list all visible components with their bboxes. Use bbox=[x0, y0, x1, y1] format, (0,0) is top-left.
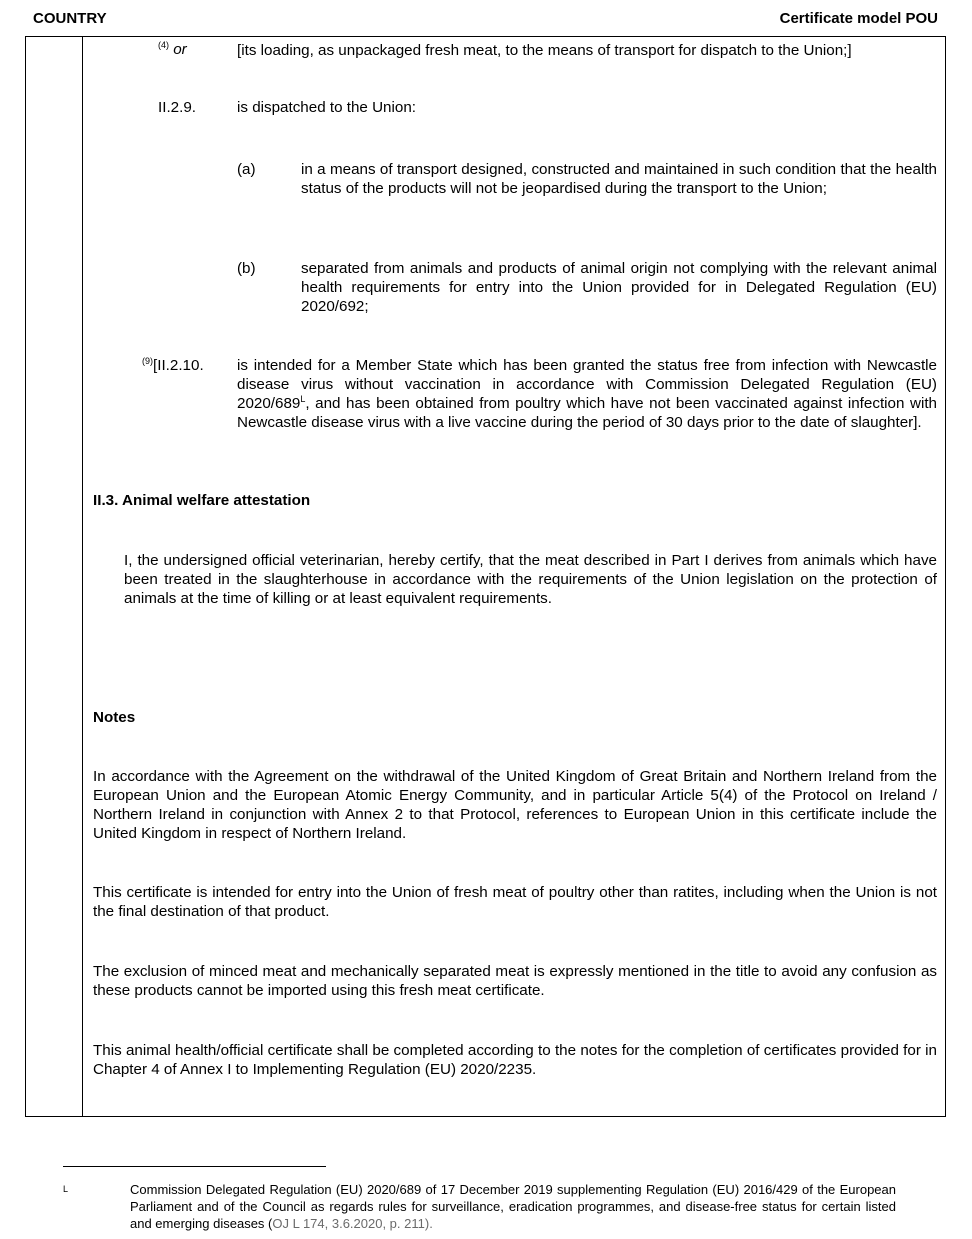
footnote-body: Commission Delegated Regulation (EU) 2020/689 of 17 December 2019 supplementing Regulation (EU) 2016/429 of the European Parliament and of the Council as regards rules for surveillance, eradication programmes, and disease-free status for certain listed and emerging diseases ( bbox=[130, 1182, 896, 1231]
alt-or-text: [its loading, as unpackaged fresh meat, to the means of transport for dispatch to the Union;] bbox=[237, 42, 852, 59]
item-a-label: (a) bbox=[237, 161, 256, 178]
item-2-10-number bbox=[142, 356, 204, 375]
welfare-heading: II.3. Animal welfare attestation bbox=[93, 492, 311, 509]
header-certificate-model: Certificate model POU bbox=[779, 10, 938, 27]
footnote-end: ). bbox=[424, 1216, 433, 1231]
item-b-label: (b) bbox=[237, 260, 256, 277]
column-divider bbox=[82, 36, 83, 1117]
footnote-mark: L bbox=[63, 1184, 69, 1194]
item-2-10-text bbox=[237, 356, 937, 432]
item-2-10-text-part1: is intended for a Member State which has been granted the status free from infection with Newcastle disease virus without vaccination in accordance with Commission Delegated Regulation (EU) 2020/689 bbox=[237, 357, 937, 412]
footnote-ref-9: (9) bbox=[142, 355, 153, 366]
notes-paragraph-3: The exclusion of minced meat and mechanically separated meat is expressly mentioned in the title to avoid any confusion as these products cannot be imported using this fresh meat certificate. bbox=[93, 963, 937, 999]
notes-paragraph-1: In accordance with the Agreement on the withdrawal of the United Kingdom of Great Britain and Northern Ireland from the European Union and the European Atomic Energy Community, and in particular Article 5(4) of the Protocol on Ireland / Northern Ireland in conjunction with Annex 2 to that Protocol, references to European Union in this certificate include the United Kingdom in respect of Northern Ireland. bbox=[93, 768, 937, 842]
item-2-9-number: II.2.9. bbox=[158, 99, 196, 116]
alt-or-label bbox=[158, 40, 187, 59]
footnote-separator bbox=[63, 1166, 326, 1167]
notes-paragraph-2: This certificate is intended for entry into the Union of fresh meat of poultry other than ratites, including when the Union is not the final destination of that product. bbox=[93, 884, 937, 920]
item-2-10-label: [II.2.10. bbox=[153, 357, 204, 374]
item-a-text: in a means of transport designed, constructed and maintained in such condition that the health status of the products will not be jeopardised during the transport to the Union; bbox=[301, 161, 937, 197]
notes-paragraph-4: This animal health/official certificate shall be completed according to the notes for the completion of certificates provided for in Chapter 4 of Annex I to Implementing Regulation (EU) 2020/2235. bbox=[93, 1042, 937, 1078]
or-label: or bbox=[173, 41, 187, 58]
footnote-ref-L: L bbox=[300, 393, 306, 404]
item-b-text: separated from animals and products of animal origin not complying with the relevant animal health requirements for entry into the Union provided for in Delegated Regulation (EU) 2020/692; bbox=[301, 260, 937, 315]
item-2-10-text-part2: , and has been obtained from poultry which have not been vaccinated against infection with Newcastle disease virus with a live vaccine during the period of 30 days prior to the date of slaughter]. bbox=[237, 395, 937, 431]
header-country: COUNTRY bbox=[33, 10, 107, 27]
welfare-text: I, the undersigned official veterinarian, hereby certify, that the meat described in Part I derives from animals which have been treated in the slaughterhouse in accordance with the requirements of the Union legislation on the protection of animals at the time of killing or at least equivalent requirements. bbox=[124, 552, 937, 607]
notes-heading: Notes bbox=[93, 709, 136, 726]
footnote-text bbox=[130, 1181, 896, 1232]
oj-reference-link[interactable]: OJ L 174, 3.6.2020, p. 211 bbox=[272, 1216, 425, 1231]
footnote-ref-4: (4) bbox=[158, 39, 169, 50]
item-2-9-text: is dispatched to the Union: bbox=[237, 99, 416, 116]
